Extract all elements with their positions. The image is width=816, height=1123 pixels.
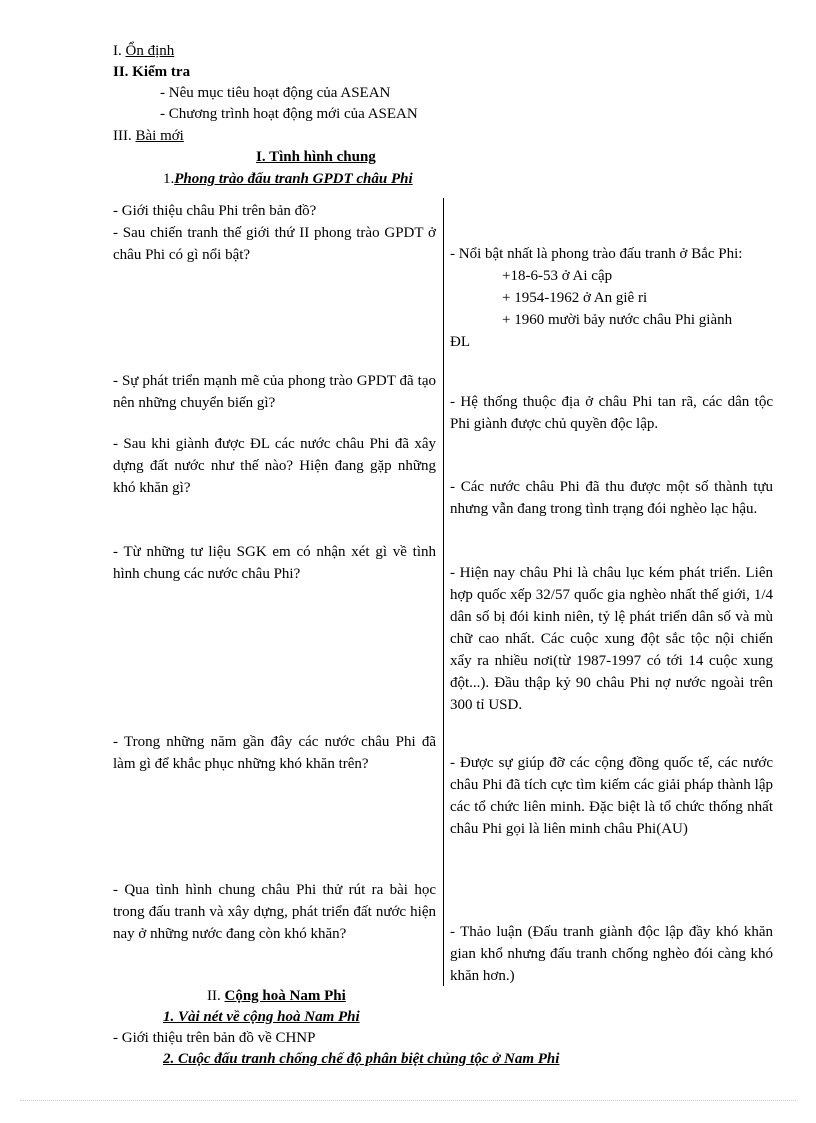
answer-6: - Thảo luận (Đấu tranh giành độc lập đầy khó khăn gian khổ nhưng đấu tranh chống nghèo đói càng khó khăn hơn.) bbox=[450, 924, 773, 984]
answer-3: - Các nước châu Phi đã thu được một số thành tựu nhưng vẫn đang trong tình trạng đói nghèo lạc hậu. bbox=[450, 479, 773, 517]
section-2-heading: II. Kiểm tra bbox=[113, 64, 191, 80]
column-divider bbox=[443, 198, 444, 986]
section-3-heading: III. Bài mới bbox=[113, 128, 184, 144]
part-2-title: Cộng hoà Nam Phi bbox=[224, 988, 346, 1004]
question-4: - Sau khi giành được ĐL các nước châu Phi đã xây dựng đất nước như thế nào? Hiện đang gặp những khó khăn gì? bbox=[113, 436, 436, 496]
section-3-title: Bài mới bbox=[135, 128, 184, 144]
answer-5: - Được sự giúp đỡ các cộng đồng quốc tế, các nước châu Phi đã tích cực tìm kiếm các giải pháp thành lập các tổ chức liên minh. Đặc biệt là tổ chức thống nhất châu Phi gọi là liên minh châu Phi(AU) bbox=[450, 755, 773, 837]
question-2: - Sau chiến tranh thế giới thứ II phong trào GPDT ở châu Phi có gì nổi bật? bbox=[113, 225, 436, 263]
section-1-heading: I. Ổn định bbox=[113, 43, 175, 59]
part-2-subheading-2: 2. Cuộc đấu tranh chống chế độ phân biệt chủng tộc ở Nam Phi bbox=[163, 1051, 560, 1067]
answer-1: - Nổi bật nhất là phong trào đấu tranh ở Bắc Phi: +18-6-53 ở Ai cập + 1954-1962 ở An giê ri + 1960 mười bảy nước châu Phi giành ĐL bbox=[450, 243, 773, 353]
part-1-title: I. Tình hình chung bbox=[256, 149, 376, 165]
question-3: - Sự phát triển mạnh mẽ của phong trào GPDT đã tạo nên những chuyển biến gì? bbox=[113, 373, 436, 411]
question-5: - Từ những tư liệu SGK em có nhận xét gì về tình hình chung các nước châu Phi? bbox=[113, 544, 436, 582]
part-2-intro: - Giới thiệu trên bản đồ về CHNP bbox=[113, 1030, 316, 1046]
part-1-subheading: 1.Phong trào đấu tranh GPDT châu Phi bbox=[163, 171, 413, 187]
question-6: - Trong những năm gần đây các nước châu Phi đã làm gì để khắc phục những khó khăn trên? bbox=[113, 734, 436, 772]
page-bottom-rule bbox=[20, 1100, 796, 1101]
part-1-subtitle: Phong trào đấu tranh GPDT châu Phi bbox=[174, 171, 413, 187]
check-item-2: - Chương trình hoạt động mới của ASEAN bbox=[160, 106, 418, 122]
part-2-subheading-1: 1. Vài nét về cộng hoà Nam Phi bbox=[163, 1009, 360, 1025]
answer-2: - Hệ thống thuộc địa ở châu Phi tan rã, các dân tộc Phi giành được chủ quyền độc lập. bbox=[450, 394, 773, 432]
question-1: - Giới thiệu châu Phi trên bản đồ? bbox=[113, 203, 317, 219]
answer-1-item-3: + 1960 mười bảy nước châu Phi giành bbox=[502, 312, 733, 328]
answer-1-item-2: + 1954-1962 ở An giê ri bbox=[502, 290, 648, 306]
answer-4: - Hiện nay châu Phi là châu lục kém phát triển. Liên hợp quốc xếp 32/57 quốc gia nghèo nhất thế giới, 1/4 dân số bị đói kinh niên, tỷ lệ phát triển dân số và mù chữ cao nhất. Các cuộc xung đột sắc tộc nội chiến xẩy ra nhiều nơi(từ 1987-1997 có tới 14 cuộc xung đột...). Đầu thập kỷ 90 châu Phi nợ nước ngoài trên 300 tỉ USD. bbox=[450, 565, 773, 713]
part-2-heading: II. Cộng hoà Nam Phi bbox=[207, 988, 346, 1004]
answer-1-tail: ĐL bbox=[450, 334, 470, 350]
answer-1-item-1: +18-6-53 ở Ai cập bbox=[502, 268, 613, 284]
question-7: - Qua tình hình chung châu Phi thử rút ra bài học trong đấu tranh và xây dựng, phát triển đất nước hiện nay ở những nước đang còn khó khăn? bbox=[113, 882, 436, 942]
section-1-title: Ổn định bbox=[125, 43, 175, 59]
check-item-1: - Nêu mục tiêu hoạt động của ASEAN bbox=[160, 85, 391, 101]
